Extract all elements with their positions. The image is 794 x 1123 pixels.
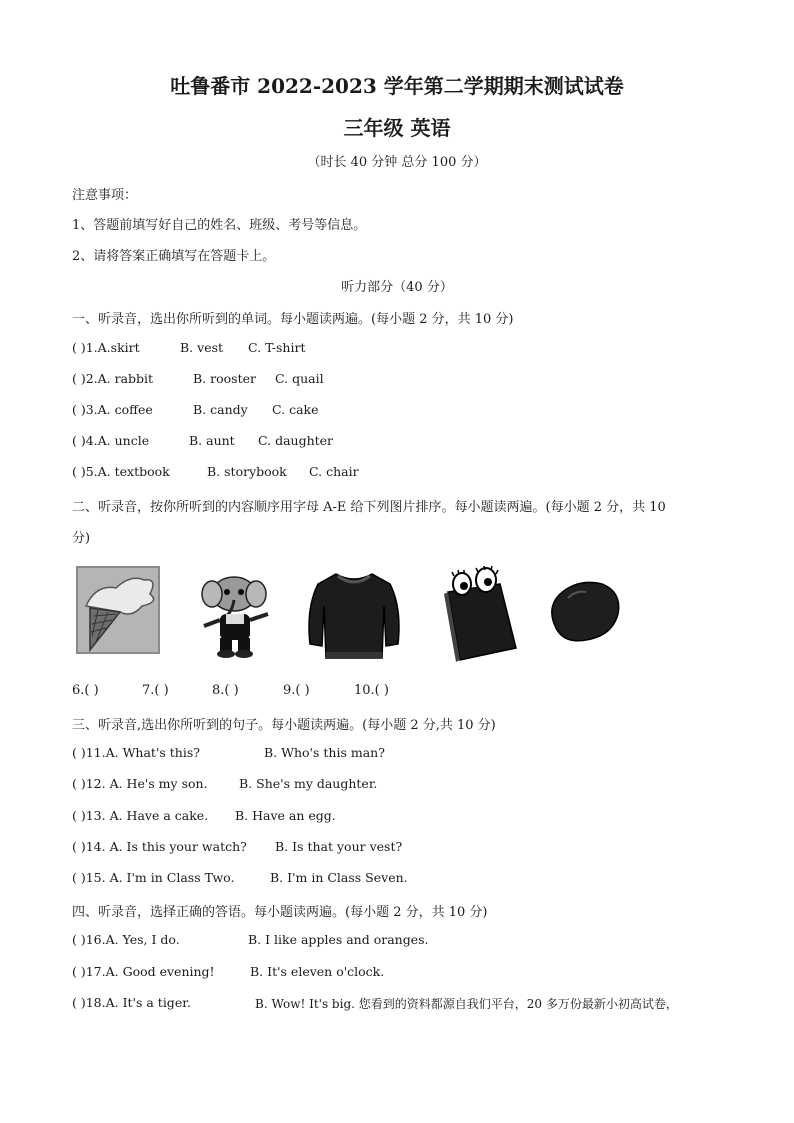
notes-heading: 注意事项： xyxy=(72,188,138,203)
exam-subtitle: 三年级 英语 xyxy=(343,116,451,140)
section2-heading: 二、听录音，按你所听到的内容顺序用字母 A-E 给下列图片排序。每小题读两遍。(每小题 2 分，共 10 xyxy=(72,500,666,515)
notes-item-2: 2、请将答案正确填写在答题卡上。 xyxy=(72,249,276,264)
question-15-a: ( )15. A. I'm in Class Two. xyxy=(72,870,235,885)
question-17-a: ( )17.A. Good evening! xyxy=(72,964,215,979)
question-14-a: ( )14. A. Is this your watch? xyxy=(72,839,247,854)
section1-heading: 一、听录音，选出你所听到的单词。每小题读两遍。(每小题 2 分，共 10 分) xyxy=(72,312,514,327)
blank-9[interactable]: 9.( ) xyxy=(283,683,310,698)
question-5-b: B. storybook xyxy=(207,464,287,479)
section3-heading: 三、听录音,选出你所听到的句子。每小题读两遍。(每小题 2 分,共 10 分) xyxy=(72,718,496,733)
question-12-a: ( )12. A. He's my son. xyxy=(72,776,208,791)
question-13-b: B. Have an egg. xyxy=(235,808,336,823)
question-12-b: B. She's my daughter. xyxy=(239,776,378,791)
blank-10[interactable]: 10.( ) xyxy=(354,683,389,698)
question-16-a: ( )16.A. Yes, I do. xyxy=(72,932,180,947)
mango-icon xyxy=(546,578,622,648)
question-1-c: C. T-shirt xyxy=(248,340,306,355)
section2-heading-cont: 分) xyxy=(72,531,91,546)
question-17-b: B. It's eleven o'clock. xyxy=(250,964,385,979)
sweater-icon xyxy=(306,568,402,664)
exam-title: 吐鲁番市 2022-2023 学年第二学期期末测试试卷 xyxy=(170,74,624,98)
question-3-c: C. cake xyxy=(272,402,319,417)
question-5-c: C. chair xyxy=(309,464,359,479)
blank-8[interactable]: 8.( ) xyxy=(212,683,239,698)
notes-item-1: 1、答题前填写好自己的姓名、班级、考号等信息。 xyxy=(72,218,367,233)
ice-cream-icon xyxy=(76,566,160,654)
blank-6[interactable]: 6.( ) xyxy=(72,683,99,698)
question-18-b: B. Wow! It's big. 您看到的资料都源自我们平台，20 多万份最新小初高试卷， xyxy=(255,997,678,1011)
elephant-icon xyxy=(196,570,276,658)
book-icon xyxy=(440,566,522,664)
question-16-b: B. I like apples and oranges. xyxy=(248,932,429,947)
question-2-a: ( )2.A. rabbit xyxy=(72,371,154,386)
question-5-a: ( )5.A. textbook xyxy=(72,464,170,479)
question-1-b: B. vest xyxy=(180,340,224,355)
question-13-a: ( )13. A. Have a cake. xyxy=(72,808,209,823)
question-3-b: B. candy xyxy=(193,402,248,417)
question-18-a: ( )18.A. It's a tiger. xyxy=(72,995,191,1010)
section4-heading: 四、听录音，选择正确的答语。每小题读两遍。(每小题 2 分，共 10 分) xyxy=(72,905,488,920)
question-14-b: B. Is that your vest? xyxy=(275,839,403,854)
listening-heading: 听力部分（40 分） xyxy=(341,280,453,295)
blank-7[interactable]: 7.( ) xyxy=(142,683,169,698)
exam-duration: （时长 40 分钟 总分 100 分） xyxy=(307,155,487,170)
question-2-c: C. quail xyxy=(275,371,324,386)
question-11-a: ( )11.A. What's this? xyxy=(72,745,200,760)
question-3-a: ( )3.A. coffee xyxy=(72,402,153,417)
question-1-a: ( )1.A.skirt xyxy=(72,340,140,355)
question-4-a: ( )4.A. uncle xyxy=(72,433,150,448)
question-11-b: B. Who's this man? xyxy=(264,745,385,760)
question-2-b: B. rooster xyxy=(193,371,256,386)
question-4-b: B. aunt xyxy=(189,433,235,448)
question-15-b: B. I'm in Class Seven. xyxy=(270,870,408,885)
question-4-c: C. daughter xyxy=(258,433,334,448)
